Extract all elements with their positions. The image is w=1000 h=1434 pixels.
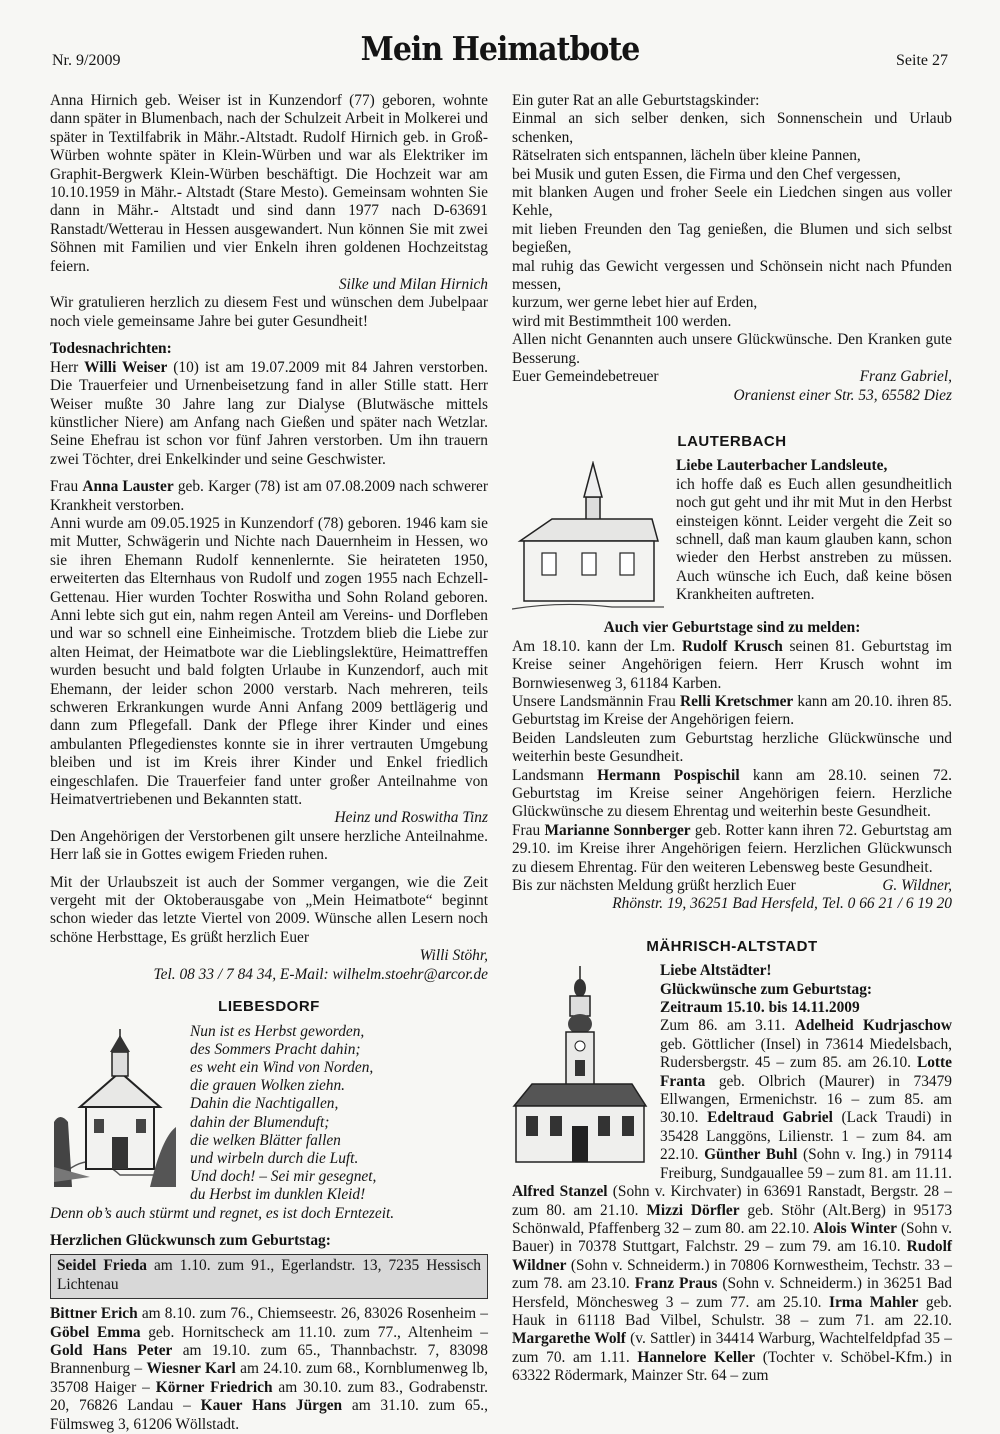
stoehr-contact: Tel. 08 33 / 7 84 34, E-Mail: wilhelm.stoehr@arcor.de [153,965,488,983]
box-name: Seidel Frieda [57,1257,147,1275]
lauterbach-block [512,457,952,619]
lauster-obituary: Frau Anna Lauster geb. Karger (78) ist am 07.08.2009 nach schwerer Krankheit verstorben. [50,478,489,514]
lauster-name: Anna Lauster [82,478,174,496]
highlight-box: Seidel Frieda am 1.10. zum 91., Egerlandstr. 13, 7235 Hessisch Lichtenau [50,1254,488,1299]
urlaub-text: Mit der Urlaubszeit ist auch der Sommer vergangen, wie die Zeit vergeht mit der Oktoberausgabe von „Mein Heimatbote“ beginnt schon wieder das letzte Viertel von 2009. Wünsche allen Lesern noch schöne Herbsttage, Es grüßt herzlich Euer Willi Stöhr, [50,873,488,965]
anni-signature: Heinz und Roswitha Tinz [334,809,488,827]
poem-last-line: Denn ob’s auch stürmt und regnet, es ist doch Erntezeit. [50,1204,395,1222]
liebesdorf-church-illustration [50,1027,178,1187]
gw-heading: Herzlichen Glückwunsch zum Geburtstag: [50,1231,331,1249]
weiser-obituary: Herr Willi Weiser (10) ist am 19.07.2009 mit 84 Jahren verstorben. Die Trauerfeier und Urnenbeisetzung fand in aller Stille statt. Herr Weiser mußte 30 Jahre lang zur Dialyse (Blutwäsche mittels künstlicher Niere) am Anfang nach Gießen und später nach Wetzlar. Seine Ehefrau ist schon vor fünf Jahren verstorben. Um ihn trauern zwei Töchter, drei Enkelkinder und seine Geschwister. [50,358,488,468]
hirnich-signature: Silke und Milan Hirnich [338,276,488,294]
right-column [512,92,952,1386]
todes-heading: Todesnachrichten: [50,340,172,358]
altstadt-church-illustration [512,966,648,1166]
condolence-text: Den Angehörigen der Verstorbenen gilt unsere herzliche Anteilnahme. Herr laß sie in Gottes ewigem Frieden ruhen. [50,827,488,864]
congrats-text: Wir gratulieren herzlich zu diesem Fest und wünschen dem Jubelpaar noch viele gemeinsame Jahre bei guter Gesundheit! [50,294,488,330]
masthead-logo: Mein Heimatbote [360,30,640,69]
allen-text: Allen nicht Genannten auch unsere Glückwünsche. Den Kranken gute Besserung. [512,331,952,367]
rat-poem: Ein guter Rat an alle Geburtstagskinder: Einmal an sich selber denken, sich Sonnenschein und Urlaub schenken, Rätselraten sich entspannen, lächeln über kleine Pannen, bei Musik und guten Essen, die Firma und den Chef vergessen, mit blanken Augen und froher Seele ein Liedchen singen aus voller Kehle, mit lieben Freunden den Tag genießen, die Blumen und sich selbst begießen, mal ruhig das Gewicht vergessen und Schönsein nicht nach Pfunden messen, kurzum, wer gerne lebet hier auf Erden, wird mit Bestimmtheit 100 werden. [512,92,952,330]
left-column [50,92,488,1434]
betreuer-signature: Euer Gemeindebetreuer Franz Gabriel, [512,368,952,386]
lauterbach-church-illustration [512,461,664,613]
altstadt-greeting: Liebe Altstädter! [660,962,772,980]
liebesdorf-block [50,1023,488,1205]
weiser-name: Willi Weiser [84,358,168,376]
hirnich-text: Anna Hirnich geb. Weiser ist in Kunzendorf (77) geboren, wohnte dann später in Blumenbach, nach der Schulzeit Arbeit in Molkerei und später in Textilfabrik in Mähr.-Altstadt. Rudolf Hirnich geb. in Groß-Würben wohnte später in Klein-Würben und war als Elektriker im Graphit-Bergwerk Klein-Würben beschäftigt. Die Hochzeit war am 10.10.1959 in Mähr.- Altstadt (Stare Mesto). Gemeinsam wohnten Sie dann in Mähr.- Altstadt und sind dann 1977 nach D-63691 Ranstadt/Wetterau in Hessen ausgewandert. Nun können Sie mit zwei Söhnen mit Familien und vier Enkeln ihren goldenen Hochzeitstag feiern. [50,92,488,275]
liebesdorf-heading: LIEBESDORF [218,998,320,1016]
altstadt-heading: MÄHRISCH-ALTSTADT [646,937,818,955]
vier-heading: Auch vier Geburtstage sind zu melden: [603,619,861,637]
lauterbach-greeting: Liebe Lauterbacher Landsleute, [676,457,888,475]
altstadt-birthday-list: Zum 86. am 3.11. Adelheid Kudrjaschow geb. Göttlicher (Insel) in 73614 Miedelsbach, Rudersbergstr. 45 – zum 85. am 26.10. Lotte Franta geb. Olbrich (Maurer) in 73479 Ellwangen, Ermenichstr. 16 – zum 85. am 30.10. Edeltraud Gabriel (Lack Traudi) in 35428 Langgöns, Lilienstr. 1 – zum 84. am 22.10. Günther Buhl (Sohn v. Ing.) in 79114 Freiburg, Sundgauallee 59 – zum 81. am 11.11. Alfred Stanzel (Sohn v. Kirchvater) in 63691 Ranstadt, Bergstr. 28 – zum 80. am 21.10. Mizzi Dörfler geb. Stöhr (Alt.Berg) in 95173 Schönwald, Pfaffenberg 32 – zum 80. am 22.10. Alois Winter (Sohn v. Bauer) in 70378 Stuttgart, Falchstr. 29 – zum 79. am 16.10. Rudolf Wildner (Sohn v. Schneiderm.) in 70806 Kornwestheim, Techstr. 33 – zum 78. am 23.10. Franz Praus (Sohn v. Schneiderm.) in 36251 Bad Hersfeld, Mönchesweg 3 – zum 77. am 25.10. Irma Mahler geb. Hauk in 61118 Bad Vilbel, Schulstr. 38 – zum 71. am 22.10. Margarethe Wolf (v. Sattler) in 34414 Warburg, Wachtelfeldpfad 35 – zum 70. am 1.11. Hannelore Keller (Tochter v. Schöbel-Kfm.) in 63322 Rödermark, Mainzer Str. 64 – zum [512,1017,953,1385]
betreuer-address: Oranienst einer Str. 53, 65582 Diez [733,386,952,404]
issue-number: Nr. 9/2009 [52,52,121,69]
krusch-entry: Am 18.10. kann der Lm. Rudolf Krusch seinen 81. Geburtstag im Kreise seiner Angehörigen feiern. Herr Krusch wohnt im Bornwiesenweg 3, 61184 Karben. [512,637,952,692]
beiden-text: Beiden Landsleuten zum Geburtstag herzliche Glückwünsche und weiterhin beste Gesundheit. [512,729,952,766]
lauterbach-text: ich hoffe daß es Euch allen gesundheitlich noch gut geht und ihr mit Mut in den Herbst einsteigen könnt. Leider vergeht die Zeit so schnell, daß man kaum glauben kann, schon wieder den Herbst anstreben zu müssen. Auch wünsche ich Euch, daß keine bösen Krankheiten auftreten. [676,475,952,604]
birthday-list: Bittner Erich am 8.10. zum 76., Chiemseestr. 26, 83026 Rosenheim – Göbel Emma geb. Hornitscheck am 11.10. zum 77., Altenheim – Gold Hans Peter am 19.10. zum 65., Thannbachstr. 7, 83098 Brannenburg – Wiesner Karl am 24.10. zum 68., Kornblumenweg lb, 35708 Haiger – Körner Friedrich am 30.10. zum 83., Godrabenstr. 20, 76826 Landau – Kauer Hans Jürgen am 31.10. zum 65., Fülmsweg 3, 61206 Wöllstadt. [50,1305,488,1433]
kretschmer-entry: Unsere Landsmännin Frau Relli Kretschmer kann am 20.10. ihren 85. Geburtstag im Kreise der Angehörigen feiern. [512,692,953,729]
altstadt-sub2: Zeitraum 15.10. bis 14.11.2009 [660,999,860,1017]
wildner-signature: Bis zur nächsten Meldung grüßt herzlich Euer G. Wildner, [512,877,952,894]
page-number: Seite 27 [896,52,948,69]
lauterbach-heading: LAUTERBACH [677,432,787,450]
altstadt-block [512,962,952,1385]
autumn-poem: Nun ist es Herbst geworden, des Sommers Pracht dahin; es weht ein Wind von Norden, die grauen Wolken ziehn. Dahin die Nachtigallen, dahin der Blumenduft; die welken Blätter fallen und wirbeln durch die Luft. Und doch! – Sei mir gesegnet, du Herbst im dunklen Kleid! [190,1022,377,1204]
pospischil-entry: Landsmann Hermann Pospischil kann am 28.10. seinen 72. Geburtstag im Kreise seiner Angehörigen feiern. Herzliche Glückwünsche zu diesem Ehrentag und weiterhin beste Gesundheit. [512,766,952,821]
anni-biography: Anni wurde am 09.05.1925 in Kunzendorf (78) geboren. 1946 kam sie mit Mutter, Schwägerin und Nichte nach Dauernheim in Hessen, wo sie ihren Ehemann Rudolf kennenlernte. Sie heirateten 1950, erweiterten das Elternhaus von Rudolf und zogen 1955 nach Echzell-Gettenau. Hier wurden Tochter Roswitha und Sohn Roland geboren. Anni lebte sich gut ein, nahm regen Anteil am Vereins- und Dorfleben und war so schnell eine Einheimische. Trotzdem blieb die Liebe zur alten Heimat, der Heimatbote war die Lieblingslektüre, Heimattreffen wurden besucht und bald folgten Urlaube in Kunzendorf, auch mit Ehemann, der leider schon 2000 verstarb. Nach mehreren, teils schweren Erkrankungen wurde Anni Anfang 2009 bettlägerig und dann zum Pflegefall. Dank der Pflege ihrer Kinder und eines ambulanten Pflegedienstes konnte sie in ihrer vertrauten Umgebung bleiben und ist im Kreis ihrer Kinder und Enkel friedlich eingeschlafen. Die Trauerfeier fand unter großer Anteilnahme von Heimatvertriebenen und Bekannten statt. Heinz und Roswitha Tinz [50,514,488,827]
sonnberger-entry: Frau Marianne Sonnberger geb. Rotter kann ihren 72. Geburtstag am 29.10. im Kreise ihrer Angehörigen feiern. Herzlichen Glückwunsch zu diesem Ehrentag. Für den weiteren Lebensweg beste Gesundheit. [512,821,952,876]
wildner-address: Rhönstr. 19, 36251 Bad Hersfeld, Tel. 0 66 21 / 6 19 20 [612,895,952,913]
hirnich-article [50,92,488,294]
urlaub-signature: Willi Stöhr, [419,947,488,965]
altstadt-sub1: Glückwünsche zum Geburtstag: [660,980,873,998]
